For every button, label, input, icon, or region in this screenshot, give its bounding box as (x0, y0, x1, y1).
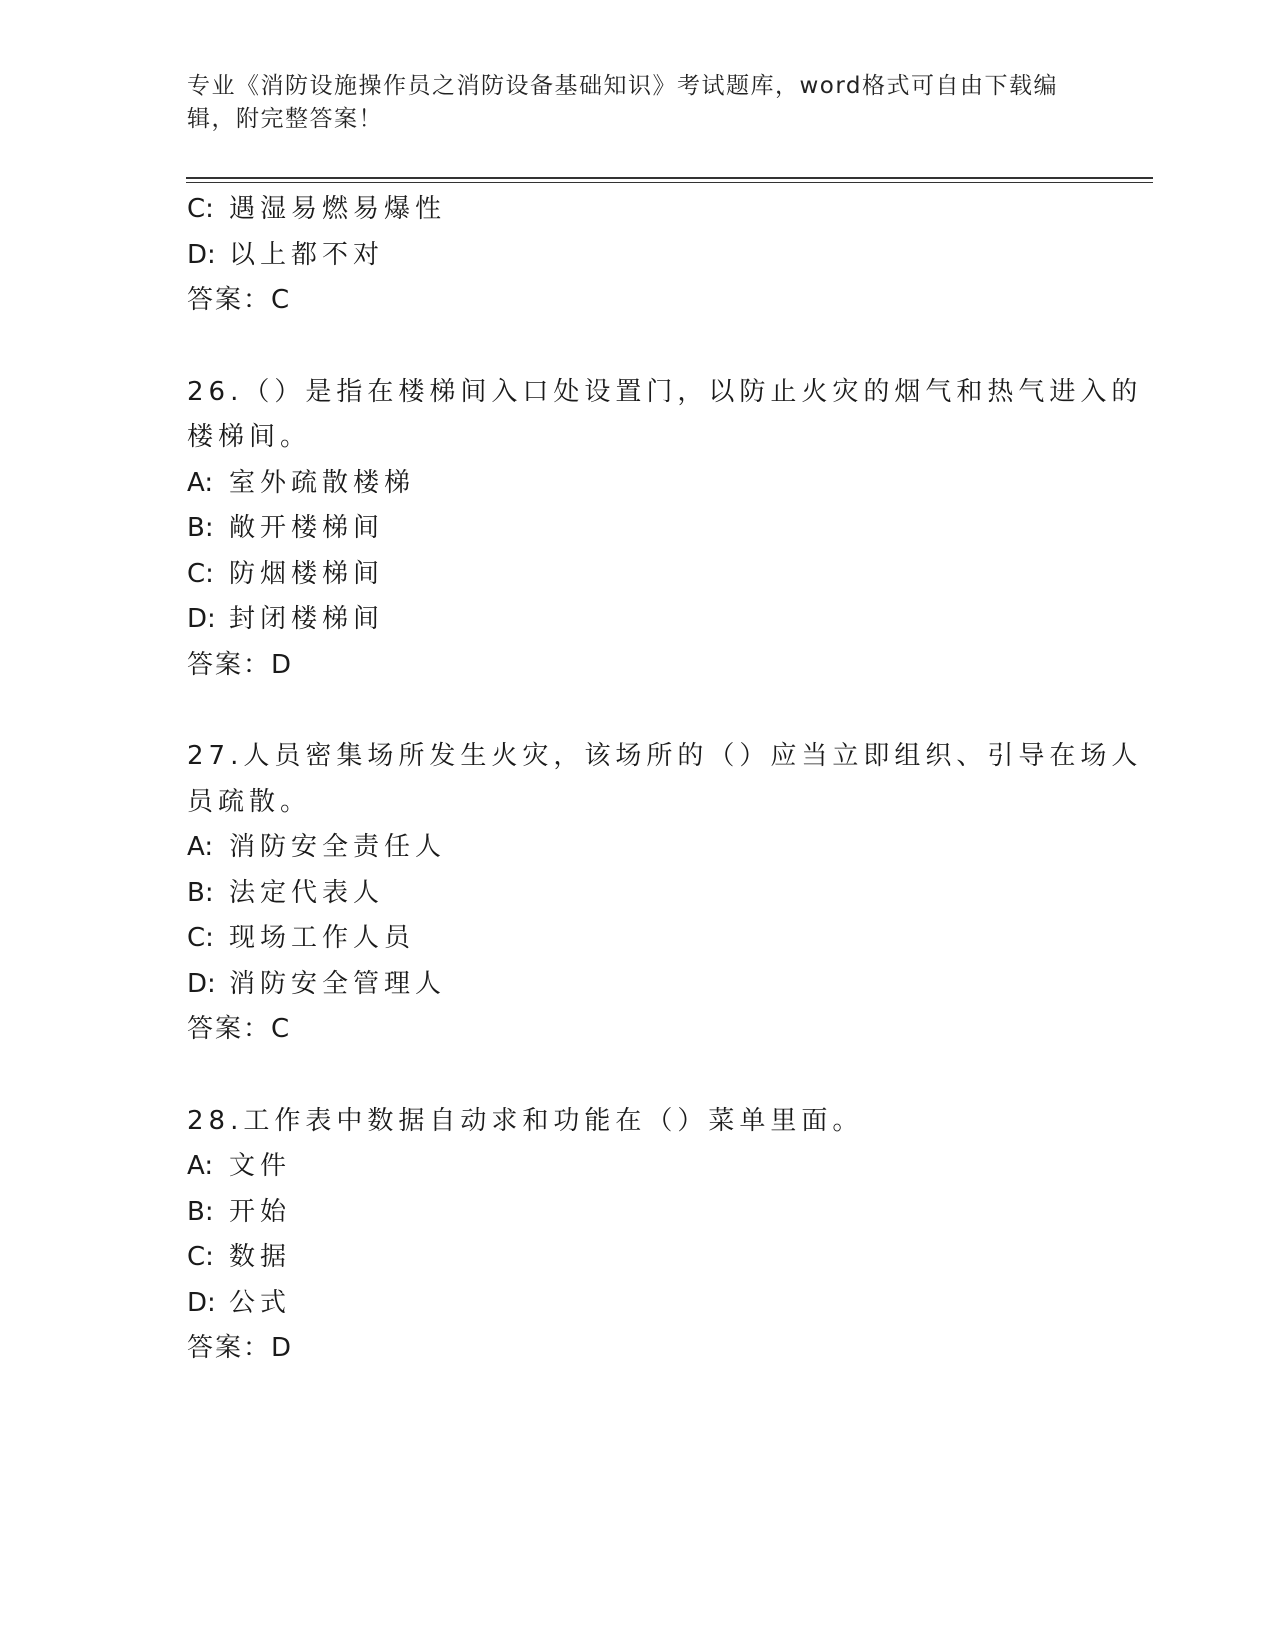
header-divider-thick (186, 177, 1153, 179)
answer-value: C (271, 1014, 295, 1044)
answer: 答案：C (187, 285, 295, 315)
option-d: D: 公式 (187, 1287, 292, 1318)
option-b: B: 法定代表人 (187, 877, 385, 908)
option-c: C: 数据 (187, 1242, 292, 1272)
option-d: D: 消防安全管理人 (187, 968, 447, 999)
option-a: A: 室外疏散楼梯 (187, 467, 416, 498)
option-a: A: 文件 (187, 1151, 292, 1181)
answer-value: C (271, 285, 295, 315)
answer-value: D (271, 1333, 297, 1363)
header-text: 专业《消防设施操作员之消防设备基础知识》考试题库，word格式可自由下载编辑，附完整答案！ (187, 73, 1059, 132)
question-list (187, 187, 1143, 1372)
option-b: B: 开始 (187, 1196, 292, 1227)
question-partial (187, 187, 1087, 324)
option-c: C: 防烟楼梯间 (187, 558, 385, 589)
question-stem-continued: 楼梯间。 (187, 422, 312, 452)
answer-value: D (271, 649, 297, 680)
option-d: D: 封闭楼梯间 (187, 604, 385, 634)
answer: 答案：D (187, 649, 297, 680)
option-c: C: 遇湿易燃易爆性 (187, 194, 447, 224)
question-27 (187, 734, 1143, 1053)
option-b: B: 敞开楼梯间 (187, 513, 385, 543)
question-stem: 26.（）是指在楼梯间入口处设置门，以防止火灾的烟气和热气进入的 (187, 376, 1143, 407)
document-header (187, 70, 1067, 136)
option-a: A: 消防安全责任人 (187, 832, 447, 862)
answer: 答案：C (187, 1014, 295, 1044)
question-28 (187, 1099, 1087, 1372)
header-divider-thin (186, 182, 1153, 183)
question-stem-continued: 员疏散。 (187, 786, 312, 817)
answer: 答案：D (187, 1333, 297, 1363)
spacer (187, 1053, 1087, 1099)
option-c: C: 现场工作人员 (187, 923, 416, 953)
spacer (187, 688, 1087, 734)
question-stem: 28.工作表中数据自动求和功能在（）菜单里面。 (187, 1105, 864, 1136)
question-stem: 27.人员密集场所发生火灾，该场所的（）应当立即组织、引导在场人 (187, 741, 1143, 771)
option-d: D: 以上都不对 (187, 239, 385, 270)
spacer (187, 324, 1087, 370)
question-26 (187, 370, 1143, 689)
